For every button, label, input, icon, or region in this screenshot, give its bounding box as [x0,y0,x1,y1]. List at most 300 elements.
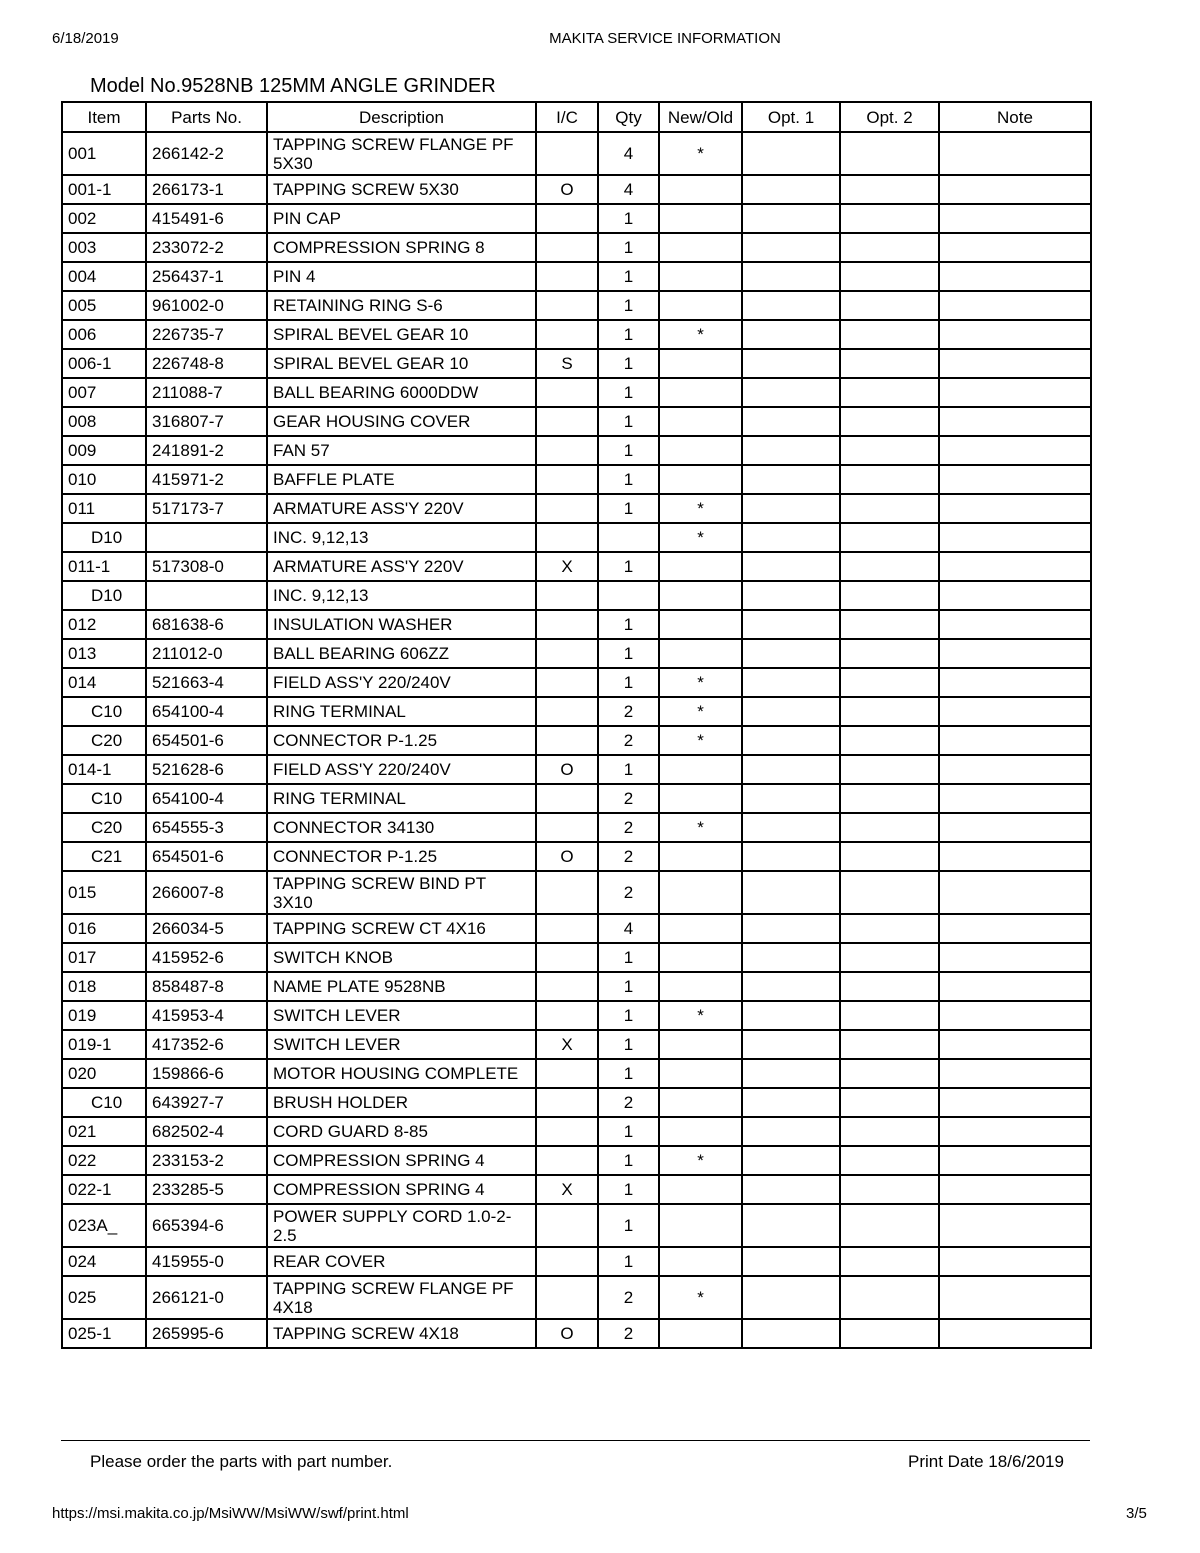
cell-opt1 [742,1175,840,1204]
cell-item: 025 [62,1276,146,1319]
cell-part-no: 654501-6 [146,842,267,871]
cell-item: 011 [62,494,146,523]
header-date: 6/18/2019 [52,30,119,47]
cell-qty: 2 [598,1276,659,1319]
cell-opt2 [840,1030,939,1059]
cell-ic [536,668,598,697]
table-header-row [62,102,1091,132]
cell-qty: 1 [598,552,659,581]
cell-item: 014 [62,668,146,697]
cell-opt2 [840,233,939,262]
cell-description: SWITCH LEVER [267,1030,536,1059]
cell-opt1 [742,784,840,813]
table-row [62,871,1091,914]
table-row [62,378,1091,407]
cell-opt2 [840,813,939,842]
cell-new-old: * [659,697,742,726]
cell-description: FAN 57 [267,436,536,465]
cell-ic [536,943,598,972]
cell-description: INC. 9,12,13 [267,581,536,610]
cell-qty: 1 [598,1117,659,1146]
cell-item: 001-1 [62,175,146,204]
table-row [62,494,1091,523]
cell-qty: 1 [598,465,659,494]
col-header-ic: I/C [536,102,598,132]
cell-item: 007 [62,378,146,407]
cell-item: 009 [62,436,146,465]
table-row [62,784,1091,813]
cell-part-no: 233072-2 [146,233,267,262]
table-row [62,291,1091,320]
cell-note [939,581,1091,610]
table-row [62,349,1091,378]
cell-description: ARMATURE ASS'Y 220V [267,552,536,581]
cell-opt2 [840,465,939,494]
table-row [62,552,1091,581]
cell-note [939,610,1091,639]
cell-item: 003 [62,233,146,262]
cell-qty: 1 [598,639,659,668]
cell-opt1 [742,1204,840,1247]
cell-opt1 [742,204,840,233]
cell-opt1 [742,726,840,755]
cell-opt2 [840,204,939,233]
cell-item: C10 [62,1088,146,1117]
cell-opt1 [742,407,840,436]
cell-opt2 [840,1117,939,1146]
cell-opt1 [742,291,840,320]
cell-opt2 [840,320,939,349]
cell-ic [536,813,598,842]
cell-description: TAPPING SCREW 5X30 [267,175,536,204]
cell-note [939,943,1091,972]
table-row [62,132,1091,175]
cell-opt1 [742,320,840,349]
cell-note [939,349,1091,378]
table-row [62,175,1091,204]
cell-part-no: 226748-8 [146,349,267,378]
cell-new-old: * [659,523,742,552]
cell-note [939,1088,1091,1117]
cell-part-no: 233153-2 [146,1146,267,1175]
page-number: 3/5 [1126,1505,1147,1522]
cell-ic [536,436,598,465]
cell-item: 006-1 [62,349,146,378]
cell-new-old [659,842,742,871]
cell-note [939,1030,1091,1059]
cell-opt1 [742,697,840,726]
cell-item: 019-1 [62,1030,146,1059]
cell-note [939,320,1091,349]
cell-new-old: * [659,320,742,349]
cell-part-no: 226735-7 [146,320,267,349]
cell-item: 016 [62,914,146,943]
cell-description: MOTOR HOUSING COMPLETE [267,1059,536,1088]
cell-part-no: 266034-5 [146,914,267,943]
cell-description: CONNECTOR 34130 [267,813,536,842]
cell-opt2 [840,943,939,972]
cell-part-no: 521628-6 [146,755,267,784]
cell-opt1 [742,1247,840,1276]
col-header-opt2: Opt. 2 [840,102,939,132]
cell-new-old [659,914,742,943]
cell-part-no [146,523,267,552]
cell-opt2 [840,552,939,581]
cell-description: POWER SUPPLY CORD 1.0-2-2.5 [267,1204,536,1247]
table-row [62,726,1091,755]
table-row [62,1276,1091,1319]
cell-ic [536,610,598,639]
cell-description: SWITCH LEVER [267,1001,536,1030]
cell-part-no: 265995-6 [146,1319,267,1348]
col-header-note: Note [939,102,1091,132]
cell-description: BALL BEARING 606ZZ [267,639,536,668]
cell-qty: 1 [598,1059,659,1088]
cell-item: 004 [62,262,146,291]
cell-opt1 [742,552,840,581]
cell-item: 006 [62,320,146,349]
cell-opt2 [840,494,939,523]
cell-description: BAFFLE PLATE [267,465,536,494]
cell-qty: 1 [598,943,659,972]
cell-note [939,871,1091,914]
cell-item: 017 [62,943,146,972]
cell-new-old [659,784,742,813]
cell-qty: 1 [598,204,659,233]
cell-item: 022 [62,1146,146,1175]
cell-opt2 [840,1146,939,1175]
cell-opt1 [742,1088,840,1117]
cell-ic: X [536,1030,598,1059]
order-note: Please order the parts with part number. [90,1452,393,1471]
cell-description: RING TERMINAL [267,697,536,726]
table-row [62,914,1091,943]
cell-part-no: 517173-7 [146,494,267,523]
cell-new-old [659,610,742,639]
cell-part-no: 415971-2 [146,465,267,494]
cell-new-old: * [659,813,742,842]
cell-new-old [659,1030,742,1059]
cell-opt2 [840,639,939,668]
cell-opt1 [742,914,840,943]
cell-part-no: 233285-5 [146,1175,267,1204]
cell-ic [536,1204,598,1247]
cell-ic: O [536,1319,598,1348]
cell-note [939,842,1091,871]
col-header-parts-no: Parts No. [146,102,267,132]
cell-new-old [659,233,742,262]
cell-note [939,784,1091,813]
cell-ic [536,262,598,291]
cell-note [939,668,1091,697]
cell-ic [536,1247,598,1276]
cell-note [939,1059,1091,1088]
cell-opt2 [840,1276,939,1319]
cell-opt1 [742,175,840,204]
cell-note [939,378,1091,407]
cell-qty: 4 [598,914,659,943]
footer-divider [61,1440,1090,1441]
cell-opt2 [840,378,939,407]
cell-ic [536,1146,598,1175]
cell-opt1 [742,1319,840,1348]
cell-description: TAPPING SCREW FLANGE PF 5X30 [267,132,536,175]
cell-qty: 1 [598,1204,659,1247]
cell-note [939,755,1091,784]
table-row [62,465,1091,494]
cell-opt1 [742,943,840,972]
cell-qty: 2 [598,871,659,914]
header-title: MAKITA SERVICE INFORMATION [549,30,781,47]
cell-ic: O [536,755,598,784]
cell-description: SPIRAL BEVEL GEAR 10 [267,349,536,378]
cell-note [939,1276,1091,1319]
cell-new-old: * [659,132,742,175]
table-row [62,1146,1091,1175]
table-row [62,407,1091,436]
cell-opt1 [742,972,840,1001]
cell-part-no: 654501-6 [146,726,267,755]
cell-item: 025-1 [62,1319,146,1348]
cell-qty: 1 [598,349,659,378]
cell-description: FIELD ASS'Y 220/240V [267,755,536,784]
cell-qty: 2 [598,726,659,755]
cell-new-old [659,465,742,494]
cell-part-no: 256437-1 [146,262,267,291]
cell-note [939,1204,1091,1247]
cell-qty: 1 [598,1247,659,1276]
cell-item: 022-1 [62,1175,146,1204]
cell-description: ARMATURE ASS'Y 220V [267,494,536,523]
cell-opt2 [840,262,939,291]
cell-item: D10 [62,581,146,610]
table-row [62,1001,1091,1030]
cell-part-no: 961002-0 [146,291,267,320]
parts-table-body [62,132,1091,1348]
cell-new-old [659,378,742,407]
cell-new-old [659,581,742,610]
cell-opt1 [742,378,840,407]
table-row [62,233,1091,262]
cell-part-no: 266121-0 [146,1276,267,1319]
cell-qty: 2 [598,813,659,842]
cell-description: TAPPING SCREW CT 4X16 [267,914,536,943]
cell-opt1 [742,1276,840,1319]
cell-part-no: 682502-4 [146,1117,267,1146]
cell-item: 001 [62,132,146,175]
cell-new-old [659,1247,742,1276]
cell-opt2 [840,175,939,204]
cell-item: 024 [62,1247,146,1276]
cell-note [939,262,1091,291]
table-row [62,1175,1091,1204]
cell-new-old [659,1117,742,1146]
cell-item: 008 [62,407,146,436]
cell-part-no: 211088-7 [146,378,267,407]
cell-new-old [659,871,742,914]
cell-opt1 [742,1059,840,1088]
cell-opt2 [840,523,939,552]
cell-opt2 [840,1204,939,1247]
cell-ic [536,871,598,914]
cell-new-old [659,639,742,668]
cell-ic: X [536,552,598,581]
cell-part-no: 316807-7 [146,407,267,436]
cell-part-no [146,581,267,610]
cell-item: D10 [62,523,146,552]
cell-qty: 1 [598,436,659,465]
cell-item: C20 [62,726,146,755]
cell-note [939,407,1091,436]
cell-opt1 [742,610,840,639]
col-header-opt1: Opt. 1 [742,102,840,132]
cell-part-no: 517308-0 [146,552,267,581]
table-row [62,697,1091,726]
cell-description: COMPRESSION SPRING 4 [267,1175,536,1204]
cell-opt1 [742,813,840,842]
cell-new-old [659,291,742,320]
cell-part-no: 266142-2 [146,132,267,175]
cell-ic [536,1059,598,1088]
cell-qty: 1 [598,1001,659,1030]
cell-part-no: 521663-4 [146,668,267,697]
cell-description: BRUSH HOLDER [267,1088,536,1117]
cell-new-old [659,1059,742,1088]
cell-note [939,1319,1091,1348]
cell-note [939,175,1091,204]
cell-new-old [659,407,742,436]
cell-part-no: 266173-1 [146,175,267,204]
table-row [62,610,1091,639]
cell-new-old [659,972,742,1001]
cell-description: COMPRESSION SPRING 8 [267,233,536,262]
cell-note [939,552,1091,581]
cell-ic [536,697,598,726]
cell-opt1 [742,465,840,494]
cell-note [939,233,1091,262]
col-header-new-old: New/Old [659,102,742,132]
cell-description: TAPPING SCREW 4X18 [267,1319,536,1348]
cell-description: PIN CAP [267,204,536,233]
cell-qty: 1 [598,407,659,436]
cell-opt2 [840,914,939,943]
cell-new-old [659,1175,742,1204]
cell-part-no: 665394-6 [146,1204,267,1247]
cell-opt2 [840,132,939,175]
cell-new-old [659,1319,742,1348]
cell-part-no: 654555-3 [146,813,267,842]
cell-part-no: 643927-7 [146,1088,267,1117]
cell-opt1 [742,523,840,552]
cell-part-no: 241891-2 [146,436,267,465]
cell-new-old [659,262,742,291]
cell-ic [536,407,598,436]
table-row [62,262,1091,291]
cell-description: INC. 9,12,13 [267,523,536,552]
cell-note [939,1247,1091,1276]
cell-opt1 [742,436,840,465]
cell-new-old: * [659,726,742,755]
cell-new-old: * [659,1276,742,1319]
cell-qty: 4 [598,175,659,204]
cell-new-old [659,175,742,204]
cell-part-no: 417352-6 [146,1030,267,1059]
cell-qty: 2 [598,784,659,813]
cell-description: CONNECTOR P-1.25 [267,726,536,755]
col-header-qty: Qty [598,102,659,132]
col-header-description: Description [267,102,536,132]
cell-opt2 [840,871,939,914]
cell-item: C10 [62,784,146,813]
cell-opt2 [840,697,939,726]
table-row [62,1088,1091,1117]
cell-item: 002 [62,204,146,233]
cell-item: 013 [62,639,146,668]
cell-qty: 2 [598,842,659,871]
cell-qty: 1 [598,668,659,697]
table-row [62,755,1091,784]
table-row [62,320,1091,349]
cell-new-old [659,1204,742,1247]
table-row [62,1030,1091,1059]
cell-note [939,132,1091,175]
cell-opt1 [742,262,840,291]
cell-ic: X [536,1175,598,1204]
cell-description: NAME PLATE 9528NB [267,972,536,1001]
cell-item: 023A_ [62,1204,146,1247]
cell-part-no: 211012-0 [146,639,267,668]
cell-opt2 [840,726,939,755]
cell-part-no: 415953-4 [146,1001,267,1030]
cell-opt2 [840,1319,939,1348]
cell-qty: 1 [598,972,659,1001]
cell-note [939,914,1091,943]
cell-ic [536,523,598,552]
cell-part-no: 415952-6 [146,943,267,972]
cell-new-old: * [659,1001,742,1030]
cell-part-no: 654100-4 [146,784,267,813]
cell-qty: 1 [598,233,659,262]
cell-part-no: 654100-4 [146,697,267,726]
cell-note [939,639,1091,668]
cell-opt2 [840,610,939,639]
cell-opt1 [742,1117,840,1146]
table-row [62,204,1091,233]
cell-note [939,1001,1091,1030]
cell-note [939,1146,1091,1175]
cell-item: 014-1 [62,755,146,784]
cell-qty: 1 [598,320,659,349]
cell-opt1 [742,581,840,610]
cell-opt2 [840,784,939,813]
cell-part-no: 681638-6 [146,610,267,639]
cell-ic [536,1276,598,1319]
cell-qty [598,581,659,610]
cell-description: CONNECTOR P-1.25 [267,842,536,871]
cell-qty: 1 [598,291,659,320]
table-row [62,1117,1091,1146]
page-url: https://msi.makita.co.jp/MsiWW/MsiWW/swf/print.html [52,1505,409,1522]
cell-note [939,1175,1091,1204]
cell-note [939,204,1091,233]
cell-ic [536,378,598,407]
cell-description: BALL BEARING 6000DDW [267,378,536,407]
parts-table [61,101,1092,1349]
cell-ic [536,320,598,349]
table-row [62,668,1091,697]
cell-qty: 2 [598,697,659,726]
cell-description: TAPPING SCREW FLANGE PF 4X18 [267,1276,536,1319]
